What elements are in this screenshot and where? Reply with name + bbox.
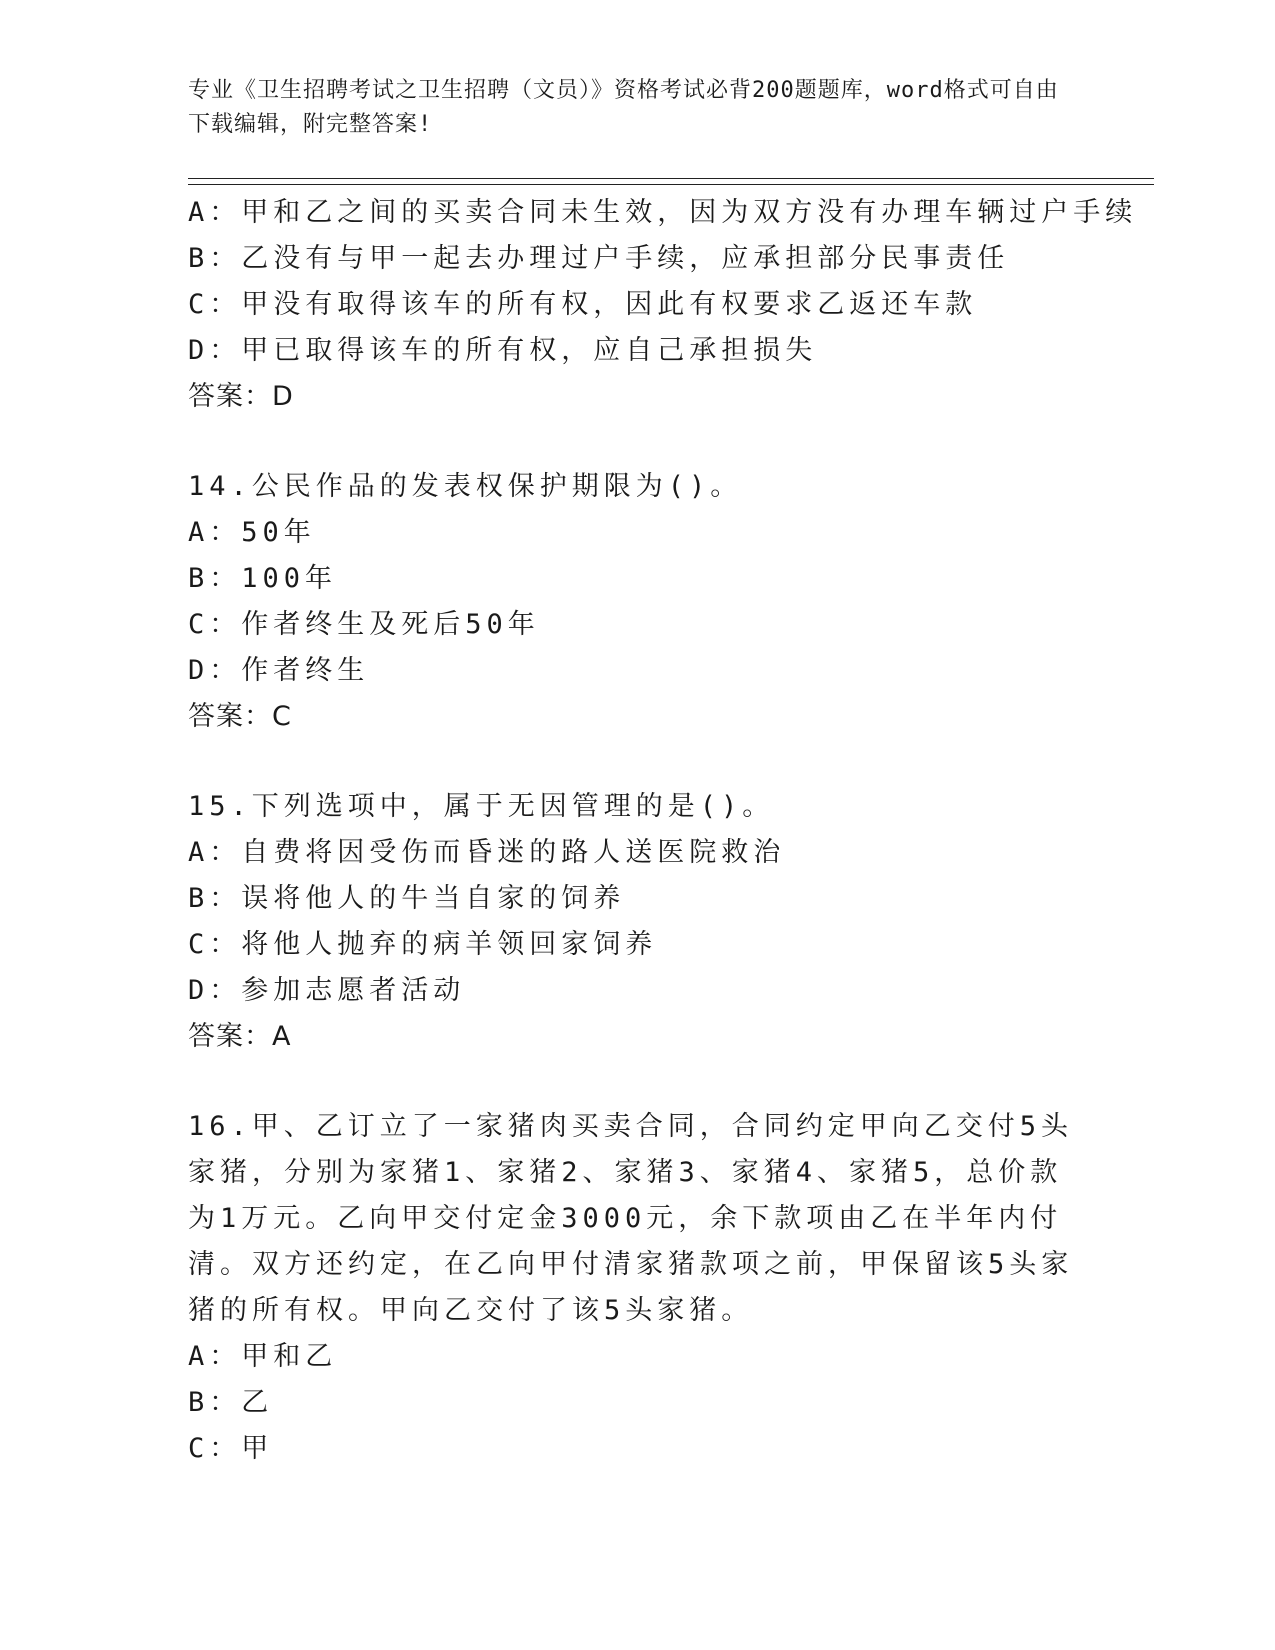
header-divider-bottom: [188, 184, 1154, 185]
spacer: [188, 1060, 1088, 1104]
spacer: [188, 420, 1088, 464]
option-d: D：甲已取得该车的所有权，应自己承担损失: [188, 335, 818, 366]
answer-line: 答案：D: [188, 381, 294, 412]
question-stem: 15.下列选项中，属于无因管理的是()。: [188, 791, 775, 822]
option-c: C：作者终生及死后50年: [188, 609, 540, 640]
option-b: B：乙: [188, 1387, 274, 1418]
option-b: B：误将他人的牛当自家的饲养: [188, 883, 626, 914]
option-d: D：作者终生: [188, 655, 370, 686]
option-b: B：100年: [188, 563, 338, 594]
option-c: C：甲: [188, 1433, 274, 1464]
option-a: A：50年: [188, 517, 316, 548]
option-d: D：参加志愿者活动: [188, 975, 466, 1006]
answer-line: 答案：C: [188, 701, 292, 732]
question-stem: 14.公民作品的发表权保护期限为()。: [188, 471, 743, 502]
option-c: C：将他人抛弃的病羊领回家饲养: [188, 929, 658, 960]
option-a: A：甲和乙之间的买卖合同未生效，因为双方没有办理车辆过户手续: [188, 197, 1138, 228]
option-c: C：甲没有取得该车的所有权，因此有权要求乙返还车款: [188, 289, 978, 320]
option-a: A：甲和乙: [188, 1341, 338, 1372]
question-list: [188, 190, 1138, 1472]
document-header: 专业《卫生招聘考试之卫生招聘（文员）》资格考试必背200题题库，word格式可自由下载编辑，附完整答案!: [188, 78, 1059, 137]
question-15: [188, 784, 1088, 1060]
answer-line: 答案：A: [188, 1021, 292, 1052]
question-13: [188, 190, 1138, 420]
option-b: B：乙没有与甲一起去办理过户手续，应承担部分民事责任: [188, 243, 1010, 274]
question-stem: 16.甲、乙订立了一家猪肉买卖合同，合同约定甲向乙交付5头家猪，分别为家猪1、家猪2、家猪3、家猪4、家猪5，总价款为1万元。乙向甲交付定金3000元，余下款项由乙在半年内付清。双方还约定，在乙向甲付清家猪款项之前，甲保留该5头家猪的所有权。甲向乙交付了该5头家猪。: [188, 1111, 1074, 1326]
question-14: [188, 464, 1088, 740]
option-a: A：自费将因受伤而昏迷的路人送医院救治: [188, 837, 786, 868]
header-divider-top: [188, 178, 1154, 179]
question-16: [188, 1104, 1088, 1472]
spacer: [188, 740, 1088, 784]
